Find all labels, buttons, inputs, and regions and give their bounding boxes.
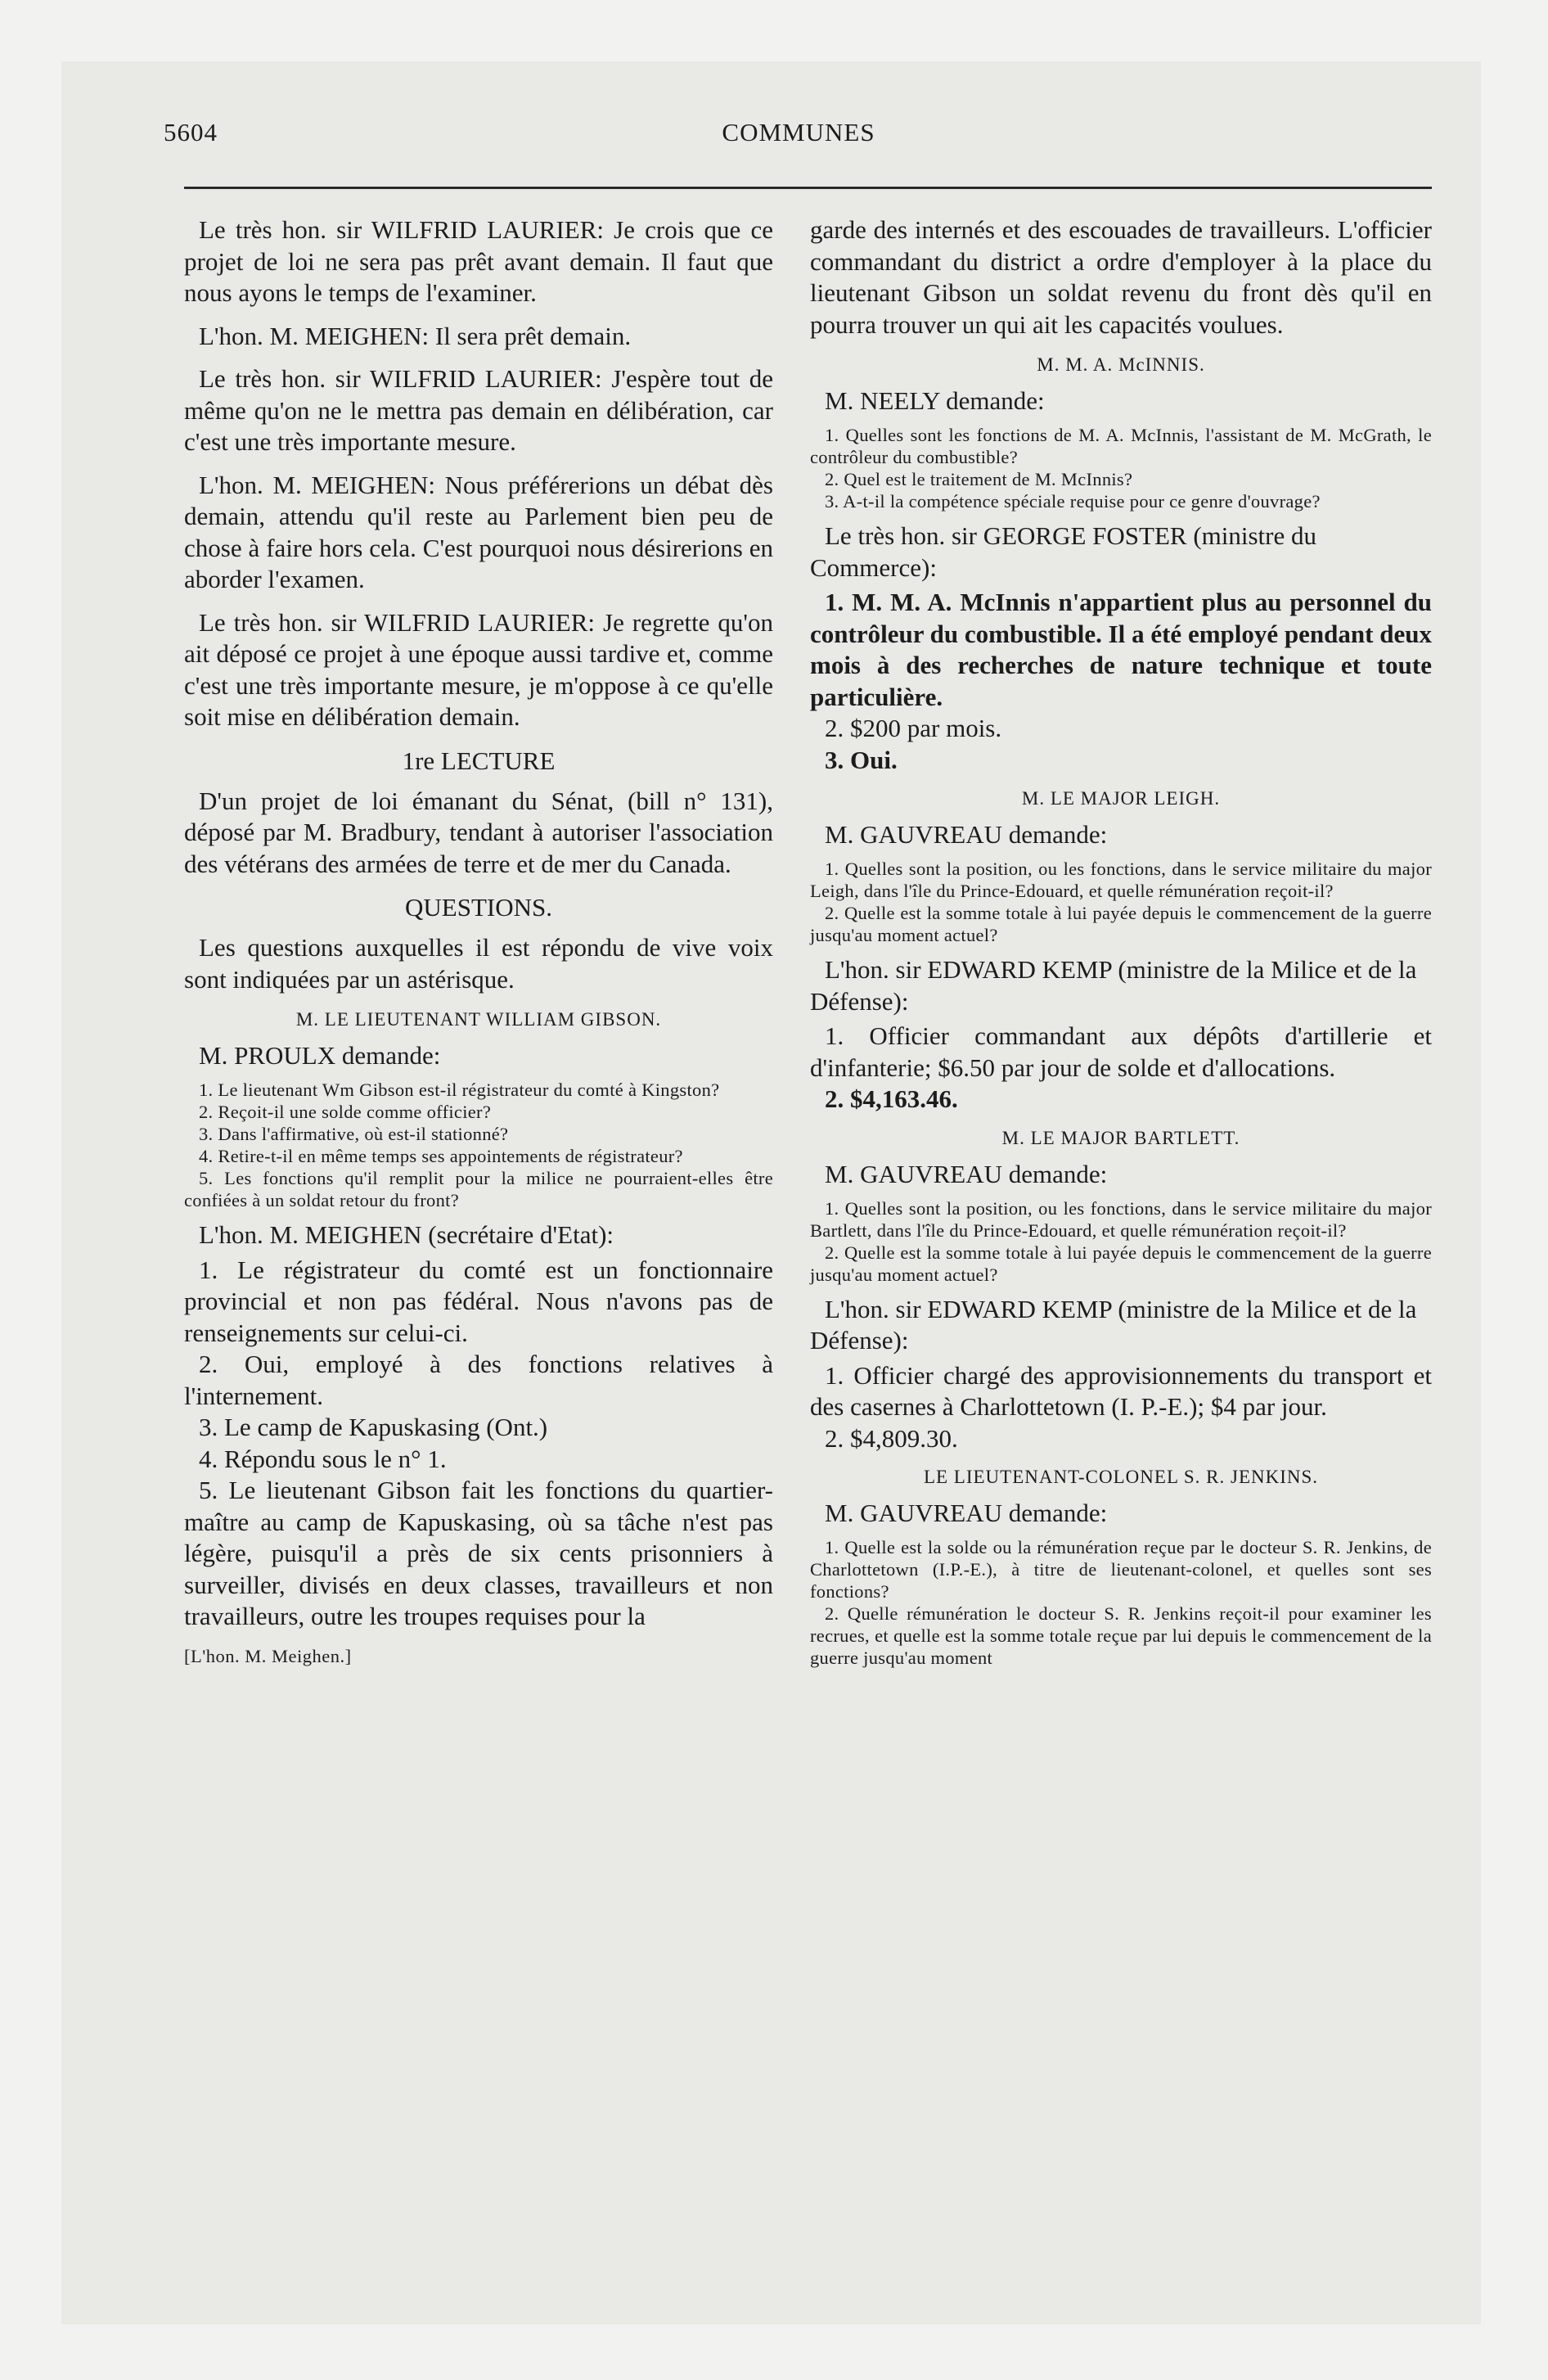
- jenkins-questions: [810, 1536, 1432, 1669]
- answer-item: 2. $4,809.30.: [825, 1423, 958, 1453]
- answer-item: 1. Officier commandant aux dépôts d'artillerie et d'infanterie; $6.50 par jour de solde et d'allocations.: [810, 1021, 1432, 1082]
- speaker-reference: [L'hon. M. Meighen.]: [184, 1645, 352, 1666]
- question-item: 5. Les fonctions qu'il remplit pour la milice ne pourraient-elles être confiées à un soldat retour du front?: [184, 1168, 773, 1210]
- leigh-answerer: L'hon. sir EDWARD KEMP (ministre de la Milice et de la Défense):: [810, 955, 1417, 1016]
- question-item: 4. Retire-t-il en même temps ses appointements de régistrateur?: [199, 1146, 683, 1166]
- answer-item: 1. Officier chargé des approvisionnements du transport et des casernes à Charlottetown (I. P.-E.); $4 par jour.: [810, 1360, 1432, 1421]
- header-rule: [184, 187, 1432, 189]
- gibson-answers: [184, 1255, 773, 1633]
- question-item: 2. Quelle rémunération le docteur S. R. Jenkins reçoit-il pour examiner les recrues, et quelle est la somme totale reçue par lui depuis le commencement de la guerre jusqu'au moment: [810, 1603, 1432, 1668]
- question-item: 1. Quelle est la solde ou la rémunération reçue par le docteur S. R. Jenkins, de Charlottetown (I.P.-E.), à titre de lieutenant-colonel, et quelles sont ses fonctions?: [810, 1537, 1432, 1602]
- questions-intro: Les questions auxquelles il est répondu de vive voix sont indiquées par un astérisque.: [184, 933, 773, 994]
- question-item: 2. Reçoit-il une solde comme officier?: [199, 1102, 492, 1122]
- question-item: 1. Quelles sont les fonctions de M. A. McInnis, l'assistant de M. McGrath, le contrôleur du combustible?: [810, 425, 1432, 467]
- mcinnis-questions: [810, 424, 1432, 512]
- mcinnis-heading: M. M. A. McINNIS.: [1037, 354, 1205, 375]
- jenkins-asker: M. GAUVREAU demande:: [825, 1499, 1108, 1527]
- jenkins-heading: LE LIEUTENANT-COLONEL S. R. JENKINS.: [923, 1467, 1319, 1487]
- bartlett-answers: [810, 1360, 1432, 1455]
- gibson-questions: [184, 1079, 773, 1211]
- bartlett-questions: [810, 1197, 1432, 1286]
- questions-heading: QUESTIONS.: [405, 893, 552, 922]
- page-header: [164, 118, 1433, 167]
- question-item: 1. Quelles sont la position, ou les fonctions, dans le service militaire du major Leigh, dans l'île du Prince-Edouard, et quelle rémunération reçoit-il?: [810, 859, 1432, 901]
- bartlett-heading: M. LE MAJOR BARTLETT.: [1001, 1127, 1240, 1148]
- leigh-answers: [810, 1021, 1432, 1116]
- right-column: [810, 214, 1432, 1669]
- gibson-heading: M. LE LIEUTENANT WILLIAM GIBSON.: [295, 1009, 662, 1030]
- left-column: [184, 214, 773, 1669]
- leigh-heading: M. LE MAJOR LEIGH.: [1021, 788, 1221, 809]
- question-item: 1. Quelles sont la position, ou les fonctions, dans le service militaire du major Bartlett, dans l'île du Prince-Edouard, et quelle rémunération reçoit-il?: [810, 1197, 1432, 1241]
- bartlett-answerer: L'hon. sir EDWARD KEMP (ministre de la Milice et de la Défense):: [810, 1294, 1417, 1355]
- leigh-questions: [810, 858, 1432, 946]
- meighen-remark-2: L'hon. M. MEIGHEN: Nous préférerions un débat dès demain, attendu qu'il reste au Parlement bien peu de chose à faire hors cela. C'est pourquoi nous désirerions en aborder l'examen.: [184, 470, 773, 593]
- question-item: 3. Dans l'affirmative, où est-il stationné?: [199, 1124, 509, 1144]
- leigh-asker: M. GAUVREAU demande:: [825, 820, 1108, 849]
- question-item: 2. Quel est le traitement de M. McInnis?: [825, 469, 1133, 489]
- answer-item: 4. Répondu sous le n° 1.: [199, 1444, 447, 1473]
- answer-item: 3. Oui.: [825, 745, 898, 774]
- bartlett-asker: M. GAUVREAU demande:: [825, 1159, 1108, 1188]
- answer-item: 2. Oui, employé à des fonctions relatives à l'internement.: [184, 1350, 773, 1410]
- laurier-remark-3: Le très hon. sir WILFRID LAURIER: Je regrette qu'on ait déposé ce projet à une époque aussi tardive et, comme c'est une très importante mesure, je m'oppose à ce qu'elle soit mise en délibération demain.: [184, 607, 773, 731]
- laurier-remark-2: Le très hon. sir WILFRID LAURIER: J'espère tout de même qu'on ne le mettra pas demain en délibération, car c'est une très importante mesure.: [184, 364, 773, 456]
- answer-item: 2. $4,163.46.: [825, 1084, 958, 1113]
- question-item: 2. Quelle est la somme totale à lui payée depuis le commencement de la guerre jusqu'au moment actuel?: [810, 1242, 1432, 1285]
- answer-item: 5. Le lieutenant Gibson fait les fonctions du quartier-maître au camp de Kapuskasing, où sa tâche n'est pas légère, puisqu'il a près de six cents prisonniers à surveiller, divisés en deux classes, travailleurs et non travailleurs, outre les troupes requises pour la: [184, 1476, 773, 1630]
- question-item: 2. Quelle est la somme totale à lui payée depuis le commencement de la guerre jusqu'au moment actuel?: [810, 903, 1432, 945]
- lecture-heading: 1re LECTURE: [402, 746, 556, 775]
- answer-item: 2. $200 par mois.: [825, 714, 1002, 742]
- continued-answer: garde des internés et des escouades de travailleurs. L'officier commandant du district a ordre d'employer à la place du lieutenant Gibson un soldat revenu du front dès qu'il en pourra trouver un qui ait les capacités voulues.: [810, 215, 1432, 339]
- answer-item: 1. M. M. A. McInnis n'appartient plus au personnel du contrôleur du combustible. Il a été employé pendant deux mois à des recherches de nature technique et toute particulière.: [810, 588, 1432, 711]
- lecture-text: D'un projet de loi émanant du Sénat, (bill n° 131), déposé par M. Bradbury, tendant à autoriser l'association des vétérans des armées de terre et de mer du Canada.: [184, 786, 773, 878]
- answer-item: 3. Le camp de Kapuskasing (Ont.): [199, 1413, 548, 1441]
- answer-item: 1. Le régistrateur du comté est un fonctionnaire provincial et non pas fédéral. Nous n'avons pas de renseignements sur celui-ci.: [184, 1255, 773, 1347]
- mcinnis-answers: [810, 587, 1432, 776]
- mcinnis-answerer: Le très hon. sir GEORGE FOSTER (ministre du Commerce):: [810, 521, 1317, 582]
- question-item: 3. A-t-il la compétence spéciale requise pour ce genre d'ouvrage?: [825, 491, 1321, 512]
- meighen-remark-1: L'hon. M. MEIGHEN: Il sera prêt demain.: [199, 321, 632, 350]
- mcinnis-asker: M. NEELY demande:: [825, 386, 1045, 415]
- gibson-answerer: L'hon. M. MEIGHEN (secrétaire d'Etat):: [199, 1220, 614, 1249]
- page-title: COMMUNES: [722, 118, 875, 146]
- laurier-remark-1: Le très hon. sir WILFRID LAURIER: Je crois que ce projet de loi ne sera pas prêt avant demain. Il faut que nous ayons le temps de l'examiner.: [184, 215, 773, 307]
- gibson-asker: M. PROULX demande:: [199, 1041, 441, 1070]
- page-number: 5604: [164, 118, 218, 146]
- question-item: 1. Le lieutenant Wm Gibson est-il régistrateur du comté à Kingston?: [199, 1080, 720, 1100]
